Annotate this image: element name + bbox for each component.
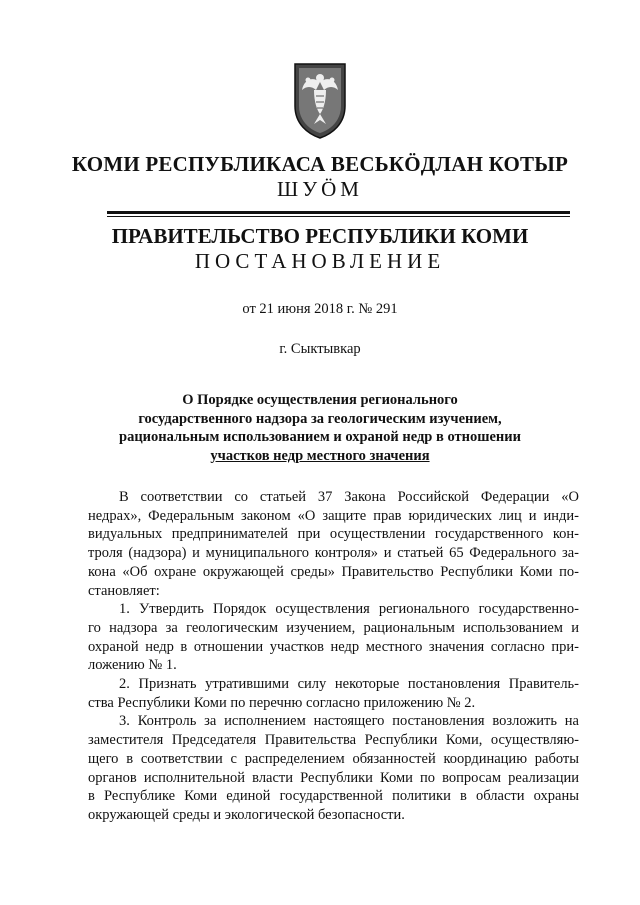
body-line: 3. Контроль за исполнением настоящего постановления возложить на — [119, 713, 579, 730]
subject-line: О Порядке осуществления регионального — [182, 392, 458, 408]
body-line: становляет: — [88, 582, 160, 599]
document-subject — [80, 391, 560, 466]
body-line: ства Республики Коми по перечню согласно приложению № 2. — [88, 694, 476, 711]
body-line: недрах», Федеральным законом «О защите прав юридических лиц и инди- — [88, 507, 579, 524]
body-line: В соответствии со статьей 37 Закона Российской Федерации «О — [119, 489, 579, 505]
document-type: ПОСТАНОВЛЕНИЕ — [194, 249, 446, 273]
body-line: в Республике Коми единой государственной политики в области охраны — [88, 788, 579, 805]
subject-line: участков недр местного значения — [210, 448, 430, 465]
body-line: органов исполнительной власти Республики Коми по вопросам реализации — [88, 769, 579, 786]
document-body — [88, 488, 579, 825]
body-line: заместителя Председателя Правительства Республики Коми, осуществляю- — [88, 732, 579, 749]
document-city: г. Сыктывкар — [279, 341, 361, 357]
body-line: 2. Признать утратившими силу некоторые постановления Правитель- — [119, 676, 579, 693]
header-divider-thick — [107, 211, 570, 214]
body-line: го надзора за геологическим изучением, рациональным использованием и — [88, 619, 579, 636]
body-line: охраной недр в отношении участков недр местного значения согласно при- — [88, 638, 579, 655]
government-title: ПРАВИТЕЛЬСТВО РЕСПУБЛИКИ КОМИ — [111, 224, 529, 248]
komi-government-title: КОМИ РЕСПУБЛИКАСА ВЕСЬКӦДЛАН КОТЫР — [71, 152, 569, 176]
document-date-number: от 21 июня 2018 г. № 291 — [242, 301, 398, 317]
body-line: кона «Об охране окружающей среды» Правительство Республики Коми по- — [88, 563, 579, 580]
subject-line: государственного надзора за геологическим изучением, — [138, 410, 502, 427]
body-line: ложению № 1. — [88, 657, 177, 674]
body-line: троля (надзора) и муниципального контроля» и статьей 65 Федерального за- — [88, 545, 579, 562]
body-line: 1. Утвердить Порядок осуществления регионального государственно- — [119, 601, 579, 618]
subject-line: рациональным использованием и охраной недр в отношении — [119, 429, 521, 446]
body-line: видуальных предпринимателей при осуществлении государственного кон- — [88, 526, 579, 543]
header-divider-thin — [107, 216, 570, 217]
body-line: окружающей среды и экологической безопасности. — [88, 806, 405, 823]
body-line: щего в соответствии с распределением обязанностей координацию работы — [88, 750, 579, 767]
komi-document-type: ШУӦМ — [277, 177, 363, 201]
komi-coat-of-arms-icon — [290, 60, 350, 140]
